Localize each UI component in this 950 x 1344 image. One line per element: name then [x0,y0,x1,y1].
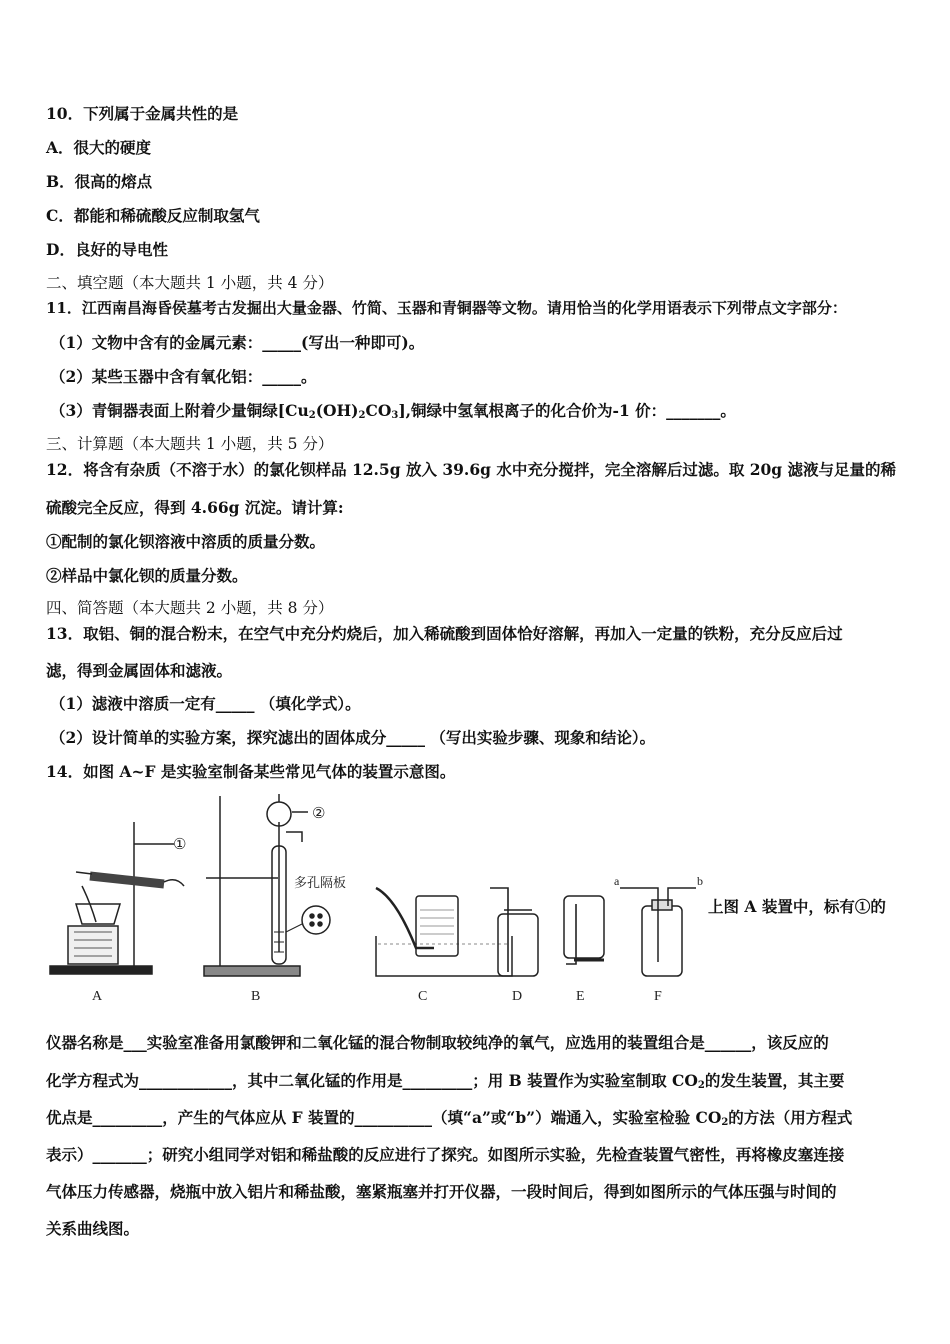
q12-sub-2: ②样品中氯化钡的质量分数。 [46,566,248,585]
q11-part-3: （3）青铜器表面上附着少量铜绿$[Cu_2(OH)_2CO_3]$,铜绿中氢氧根离子的化合价为-1 价：_______。 [50,401,736,421]
q11-stem: 11．江西南昌海昏侯墓考古发掘出大量金器、竹简、玉器和青铜器等文物。请用恰当的化学用语表示下列带点文字部分： [46,299,847,317]
q14-stem: 14．如图 A~F 是实验室制备某些常见气体的装置示意图。 [46,762,456,781]
porous-plate-label: 多孔隔板 [294,876,347,891]
q12-line-1: 12．将含有杂质（不溶于水）的氯化钡样品 12.5g 放入 39.6g 水中充分搅拌，完全溶解后过滤。取 20g 滤液与足量的稀 [46,460,897,479]
label-b: B [251,989,261,1004]
marker-2: ② [312,806,326,822]
apparatus-e [564,896,604,964]
port-b-label: b [697,874,703,888]
label-d: D [512,989,523,1004]
section-2-heading: 二、填空题（本大题共 1 小题，共 4 分） [46,274,334,292]
q10-option-a: A．很大的硬度 [46,138,152,157]
q13-part-1: （1）滤液中溶质一定有_____ （填化学式）。 [50,694,361,713]
apparatus-c [376,888,512,976]
q14-line-1: 仪器名称是___实验室准备用氯酸钾和二氧化锰的混合物制取较纯净的氧气，应选用的装置组合是______，该反应的 [46,1033,829,1052]
section-4-heading: 四、简答题（本大题共 2 小题，共 8 分） [46,599,334,617]
label-c: C [418,989,428,1004]
q12-line-2: 硫酸完全反应，得到 4.66g 沉淀。请计算: [46,498,344,517]
q11-part-2: （2）某些玉器中含有氧化铝：_____。 [50,367,317,386]
port-a-label: a [614,874,620,888]
apparatus-d [490,888,538,976]
q10-option-b: B．很高的熔点 [46,172,153,191]
q10-stem: 10．下列属于金属共性的是 [46,104,239,123]
section-3-heading: 三、计算题（本大题共 1 小题，共 5 分） [46,435,334,453]
apparatus-a [50,822,187,974]
q14-side-text: 上图 A 装置中，标有①的 [708,897,886,916]
q14-line-3: 优点是_________，产生的气体应从 F 装置的__________（填“a”或“b”）端通入，实验室检验 $CO_2$的方法（用方程式 [46,1108,853,1128]
marker-1: ① [173,837,187,853]
q14-line-2: 化学方程式为____________，其中二氧化锰的作用是_________；用 B 装置作为实验室制取 $CO_2$的发生装置，其主要 [46,1071,845,1091]
q11-part-1: （1）文物中含有的金属元素：_____(写出一种即可)。 [50,333,425,352]
q12-sub-1: ①配制的氯化钡溶液中溶质的质量分数。 [46,532,326,551]
q14-line-5: 气体压力传感器，烧瓶中放入铝片和稀盐酸，塞紧瓶塞并打开仪器，一段时间后，得到如图所示的气体压强与时间的 [46,1182,837,1201]
q14-line-6: 关系曲线图。 [46,1219,140,1238]
q10-option-d: D．良好的导电性 [46,240,168,259]
q10-option-c: C．都能和稀硫酸反应制取氢气 [46,206,260,225]
label-f: F [654,989,662,1004]
q13-part-2: （2）设计简单的实验方案，探究滤出的固体成分_____ （写出实验步骤、现象和结论）。 [50,728,656,747]
q13-line-1: 13．取铝、铜的混合粉末，在空气中充分灼烧后，加入稀硫酸到固体恰好溶解，再加入一定量的铁粉，充分反应后过 [46,624,843,643]
apparatus-drawing [46,792,706,1022]
apparatus-f [620,888,696,976]
label-e: E [576,989,585,1004]
q13-line-2: 滤，得到金属固体和滤液。 [46,661,233,680]
q14-line-4: 表示）_______；研究小组同学对铝和稀盐酸的反应进行了探究。如图所示实验，先检查装置气密性，再将橡皮塞连接 [46,1145,845,1164]
label-a: A [92,989,103,1004]
